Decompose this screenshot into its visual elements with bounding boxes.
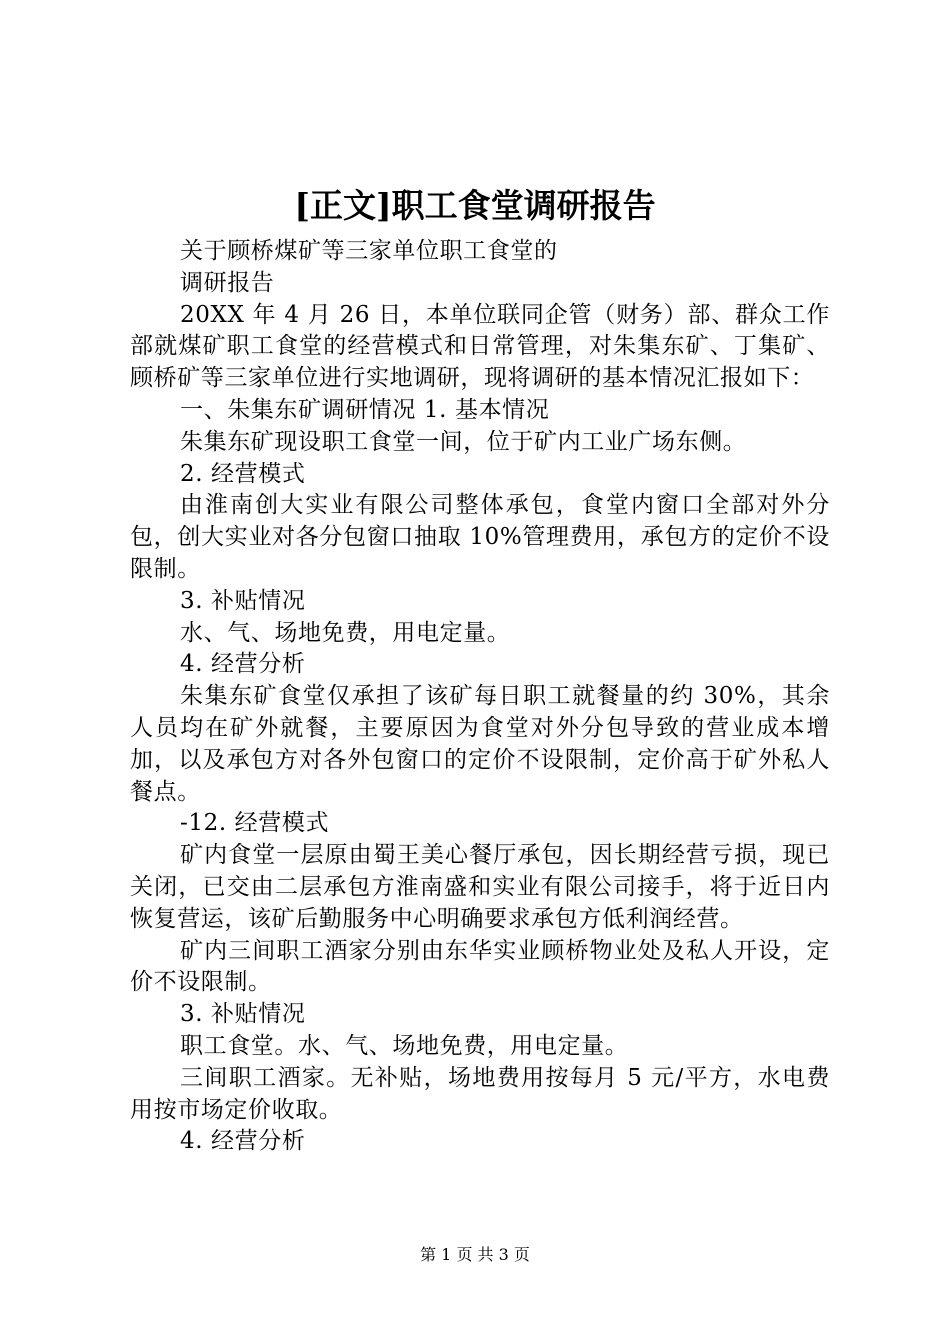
document-title: [正文]职工食堂调研报告: [294, 186, 656, 225]
subsection-heading: -12. 经营模式: [180, 810, 330, 837]
subsection-heading: 3. 补贴情况: [180, 1001, 306, 1028]
subsection-heading: 3. 补贴情况: [180, 587, 306, 614]
intro-paragraph: 20XX 年 4 月 26 日，本单位联同企管（财务）部、群众工作部就煤矿职工食堂的经营模式和日常管理，对朱集东矿、丁集矿、顾桥矿等三家单位进行实地调研，现将调研的基本情况汇报如下：: [130, 301, 830, 392]
paragraph: 水、气、场地免费，用电定量。: [180, 619, 511, 646]
subtitle-line-2: 调研报告: [180, 269, 275, 296]
subsection-heading: 2. 经营模式: [180, 460, 306, 487]
subsection-heading: 4. 经营分析: [180, 1128, 306, 1155]
paragraph: 由淮南创大实业有限公司整体承包，食堂内窗口全部对外分包，创大实业对各分包窗口抽取 10%管理费用，承包方的定价不设限制。: [130, 492, 830, 582]
paragraph: 朱集东矿食堂仅承担了该矿每日职工就餐量的约 30%，其余人员均在矿外就餐，主要原因为食堂对外分包导致的营业成本增加，以及承包方对各外包窗口的定价不设限制，定价高于矿外私人餐点。: [130, 683, 830, 805]
paragraph: 矿内三间职工酒家分别由东华实业顾桥物业处及私人开设，定价不设限制。: [130, 937, 830, 996]
paragraph: 朱集东矿现设职工食堂一间，位于矿内工业广场东侧。: [180, 428, 747, 455]
paragraph: 矿内食堂一层原由蜀王美心餐厅承包，因长期经营亏损，现已关闭，已交由二层承包方淮南盛和实业有限公司接手，将于近日内恢复营运，该矿后勤服务中心明确要求承包方低利润经营。: [130, 842, 830, 932]
document-body: [130, 236, 830, 1158]
subtitle-line-1: 关于顾桥煤矿等三家单位职工食堂的: [180, 238, 558, 264]
section-heading: 一、朱集东矿调研情况 1. 基本情况: [180, 396, 550, 423]
subsection-heading: 4. 经营分析: [180, 651, 306, 678]
paragraph: 职工食堂。水、气、场地免费，用电定量。: [180, 1032, 629, 1059]
page-number-footer: 第 1 页 共 3 页: [420, 1245, 530, 1264]
paragraph: 三间职工酒家。无补贴，场地费用按每月 5 元/平方，水电费用按市场定价收取。: [130, 1064, 830, 1123]
